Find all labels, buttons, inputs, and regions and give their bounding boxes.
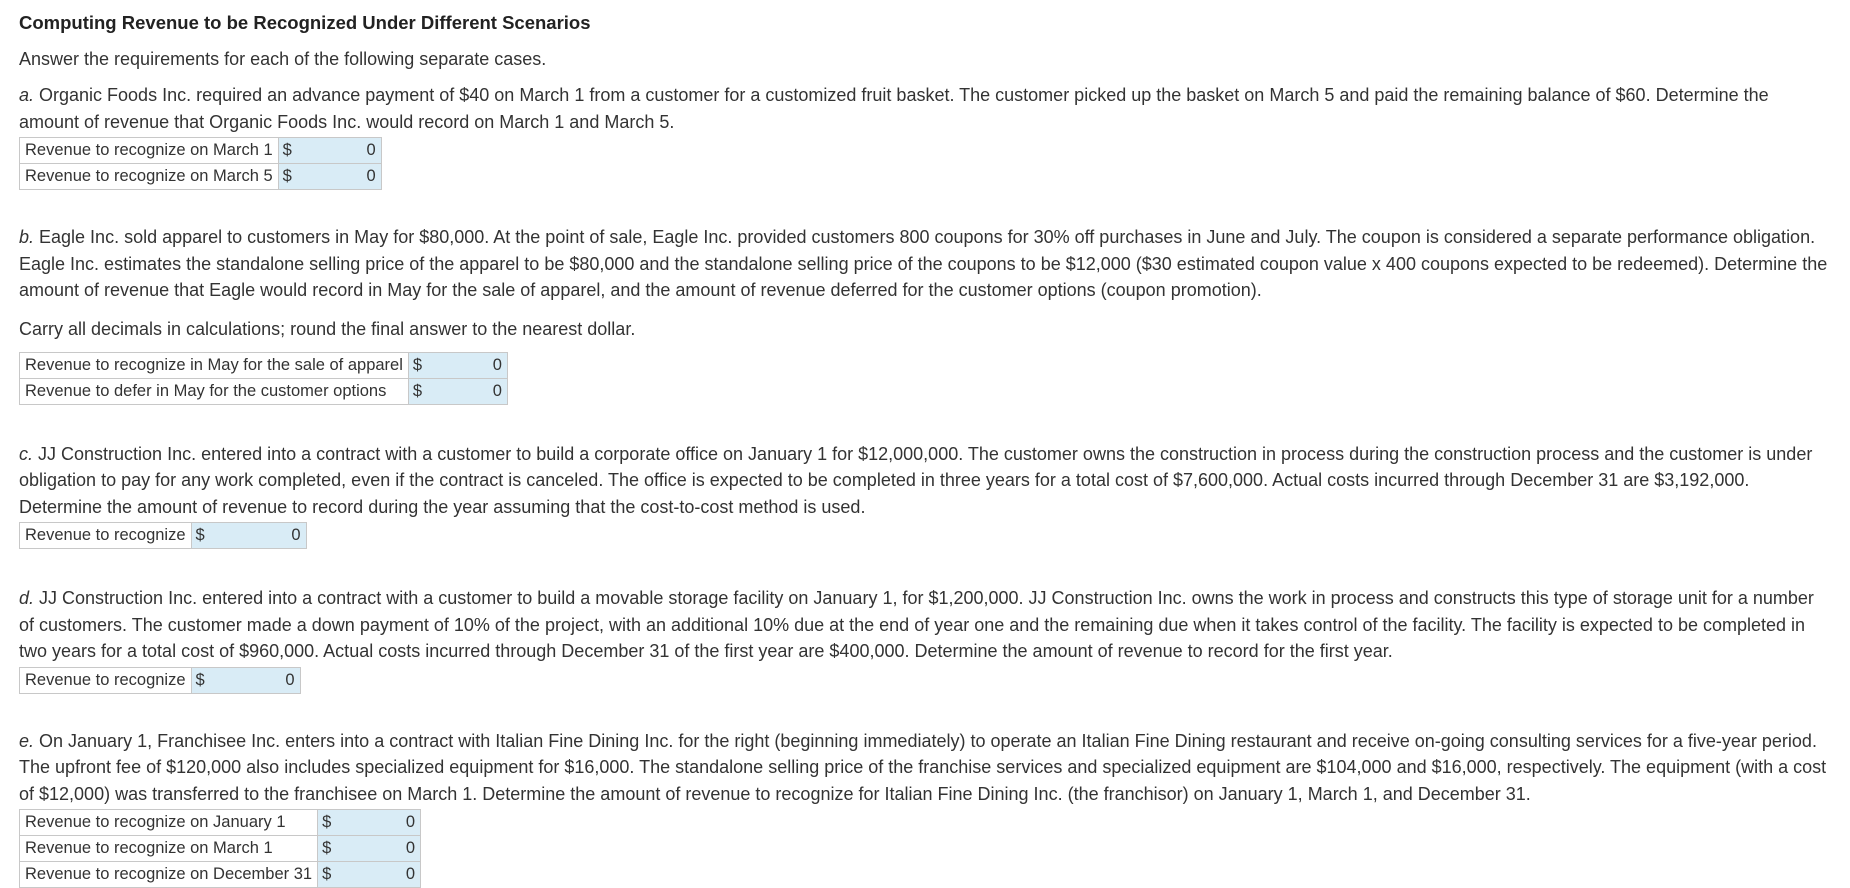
rounding-note: Carry all decimals in calculations; round the final answer to the nearest dollar.	[19, 318, 636, 339]
answer-cell	[340, 862, 421, 888]
case-b-text	[19, 224, 1830, 304]
case-d-answer-table	[19, 667, 301, 694]
case-d-label: d.	[19, 588, 35, 608]
answer-cell	[431, 352, 508, 378]
row-label: Revenue to recognize	[20, 523, 192, 549]
table-row	[20, 523, 307, 549]
case-c-text	[19, 441, 1830, 521]
case-e-answer-table	[19, 809, 421, 888]
case-a-body: Organic Foods Inc. required an advance payment of $40 on March 1 from a customer for a customized fruit basket. The customer picked up the basket on March 5 and paid the remaining balance of $60. Determine the amount of revenue that Organic Foods Inc. would record on March 1 and March 5.	[19, 85, 1769, 132]
currency-symbol: $	[191, 667, 214, 693]
answer-input-revenue-c[interactable]	[219, 526, 301, 545]
currency-symbol: $	[318, 862, 341, 888]
answer-input-customer-options[interactable]	[436, 382, 502, 401]
table-row	[20, 378, 508, 404]
table-row	[20, 138, 382, 164]
case-a-label: a.	[19, 85, 35, 105]
table-row	[20, 352, 508, 378]
page-title: Computing Revenue to be Recognized Under Different Scenarios	[19, 12, 591, 33]
currency-symbol: $	[408, 378, 431, 404]
table-row	[20, 810, 421, 836]
answer-cell	[214, 523, 307, 549]
currency-symbol: $	[408, 352, 431, 378]
answer-cell	[301, 138, 382, 164]
row-label: Revenue to recognize on March 1	[20, 836, 318, 862]
answer-input-december-31[interactable]	[345, 865, 415, 884]
row-label: Revenue to recognize on January 1	[20, 810, 318, 836]
currency-symbol: $	[318, 836, 341, 862]
answer-cell	[340, 810, 421, 836]
answer-input-march-1-e[interactable]	[345, 839, 415, 858]
case-b-answer-table	[19, 352, 508, 405]
answer-cell	[301, 164, 382, 190]
currency-symbol: $	[278, 164, 301, 190]
currency-symbol: $	[318, 810, 341, 836]
case-c-label: c.	[19, 443, 34, 464]
table-row	[20, 836, 421, 862]
row-label: Revenue to recognize on December 31	[20, 862, 318, 888]
case-e-text	[19, 728, 1830, 808]
case-d-body: JJ Construction Inc. entered into a contract with a customer to build a movable storage facility on January 1, for $1,200,000. JJ Construction Inc. owns the work in process and constructs this type of storage unit for a number of customers. The customer made a down payment of 10% of the project, with an additional 10% due at the end of year one and the remaining due when it takes control of the facility. The facility is expected to be completed in two years for a total cost of $960,000. Actual costs incurred through December 31 of the first year are $400,000. Determine the amount of revenue to record for the first year.	[19, 588, 1814, 661]
currency-symbol: $	[278, 138, 301, 164]
row-label: Revenue to defer in May for the customer options	[20, 378, 409, 404]
case-b-label: b.	[19, 227, 35, 247]
case-a-answer-table	[19, 137, 382, 190]
currency-symbol: $	[191, 523, 214, 549]
case-e-body: On January 1, Franchisee Inc. enters into a contract with Italian Fine Dining Inc. for the right (beginning immediately) to operate an Italian Fine Dining restaurant and receive on-going consulting services for a five-year period. The upfront fee of $120,000 also includes specialized equipment for $16,000. The standalone selling price of the franchise services and specialized equipment are $104,000 and $16,000, respectively. The equipment (with a cost of $12,000) was transferred to the franchisee on March 1. Determine the amount of revenue to recognize for Italian Fine Dining Inc. (the franchisor) on January 1, March 1, and December 31.	[19, 730, 1827, 804]
case-b-body: Eagle Inc. sold apparel to customers in May for $80,000. At the point of sale, Eagle Inc. provided customers 800 coupons for 30% off purchases in June and July. The coupon is considered a separate performance obligation. Eagle Inc. estimates the standalone selling price of the apparel to be $80,000 and the standalone selling price of the coupons to be $12,000 ($30 estimated coupon value x 400 coupons expected to be redeemed). Determine the amount of revenue that Eagle would record in May for the sale of apparel, and the amount of revenue deferred for the customer options (coupon promotion).	[19, 227, 1828, 300]
case-d-text	[19, 585, 1830, 665]
case-a-text	[19, 82, 1830, 135]
table-row	[20, 862, 421, 888]
row-label: Revenue to recognize in May for the sale of apparel	[20, 352, 409, 378]
answer-input-january-1[interactable]	[345, 813, 415, 832]
table-row	[20, 164, 382, 190]
answer-input-march-5[interactable]	[306, 167, 376, 186]
case-c-body: JJ Construction Inc. entered into a contract with a customer to build a corporate office on January 1 for $12,000,000. The customer owns the construction in process during the construction process and the customer is under obligation to pay for any work completed, even if the contract is canceled. The office is expected to be completed in three years for a total cost of $7,600,000. Actual costs incurred through December 31 are $3,192,000. Determine the amount of revenue to record during the year assuming that the cost-to-cost method is used.	[19, 443, 1813, 517]
row-label: Revenue to recognize	[20, 667, 192, 693]
answer-cell	[431, 378, 508, 404]
answer-input-revenue-d[interactable]	[219, 671, 295, 690]
answer-cell	[340, 836, 421, 862]
row-label: Revenue to recognize on March 1	[20, 138, 279, 164]
answer-input-apparel[interactable]	[436, 356, 502, 375]
answer-input-march-1[interactable]	[306, 141, 376, 160]
table-row	[20, 667, 301, 693]
answer-cell	[214, 667, 301, 693]
case-c-answer-table	[19, 522, 307, 549]
row-label: Revenue to recognize on March 5	[20, 164, 279, 190]
case-e-label: e.	[19, 730, 35, 751]
intro-text: Answer the requirements for each of the following separate cases.	[19, 49, 547, 69]
